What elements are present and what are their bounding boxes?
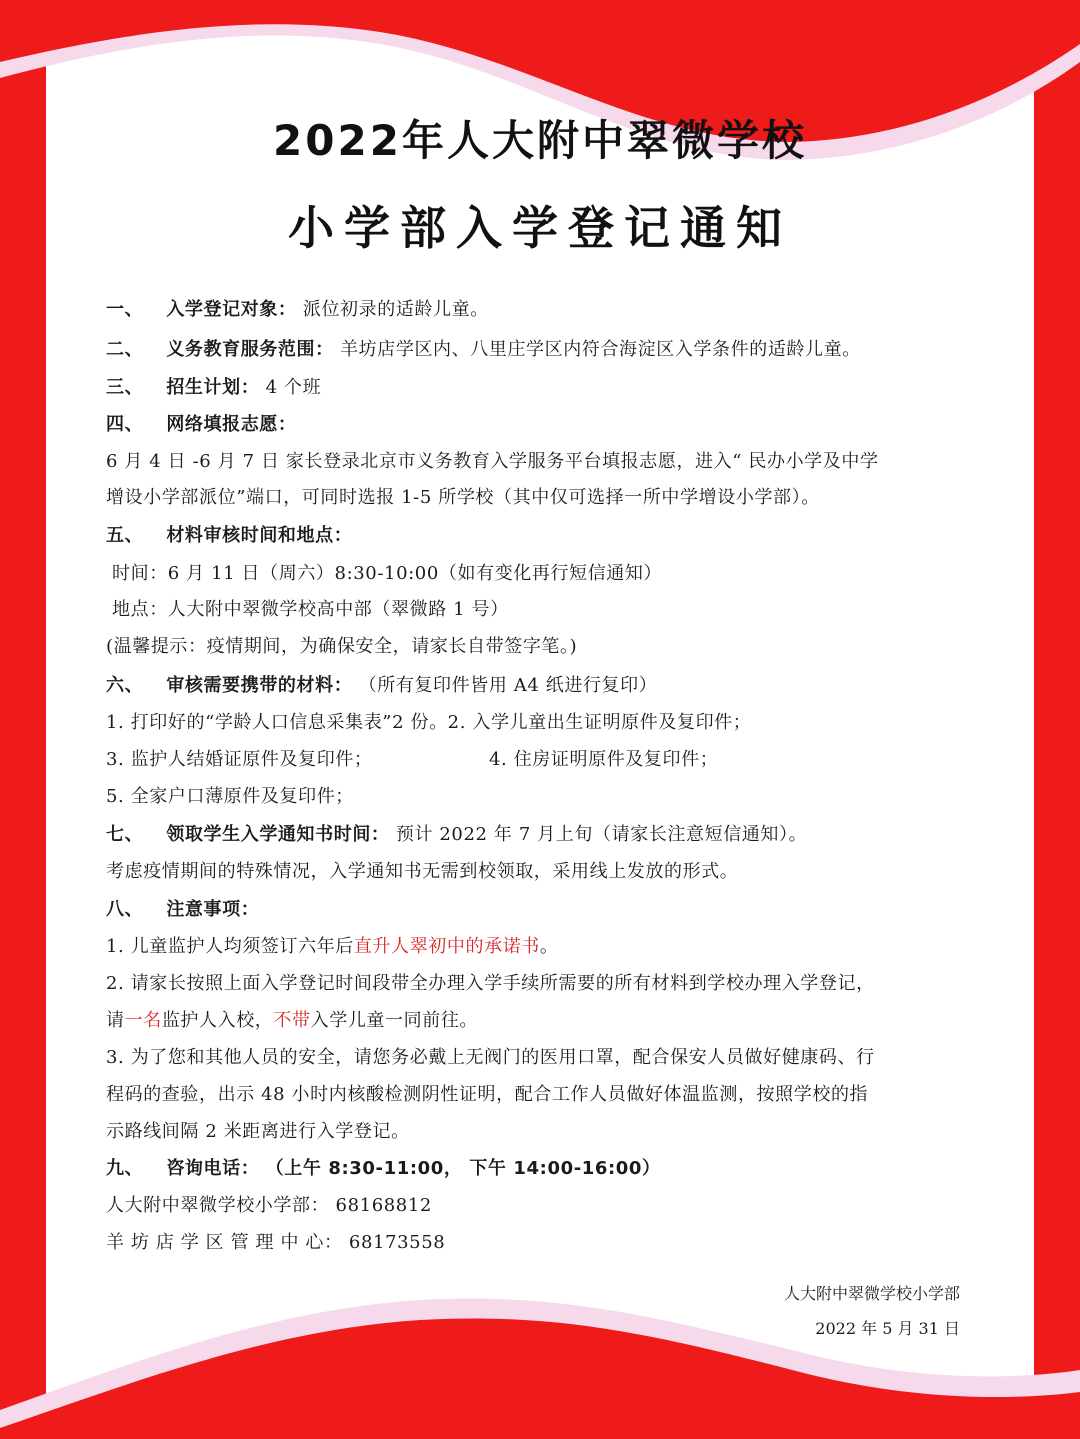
section-2-heading: 义务教育服务范围： (166, 339, 334, 360)
section-3-number: 三、 (106, 377, 144, 398)
section-1 (106, 297, 489, 323)
signature-org: 人大附中翠微学校小学部 (783, 1284, 960, 1303)
section-8 (106, 897, 259, 923)
section-9-heading: 咨询电话： (166, 1158, 260, 1179)
section-3 (106, 375, 321, 401)
section-2 (106, 337, 861, 363)
section-6-item-3: 3. 监护人结婚证原件及复印件； (106, 749, 373, 770)
section-5-place: 地点：人大附中翠微学校高中部（翠微路 1 号） (112, 599, 509, 620)
section-8-note-1 (106, 934, 559, 960)
section-7-text: 预计 2022 年 7 月上旬（请家长注意短信通知）。 (395, 824, 808, 845)
section-6-item-1-2: 1. 打印好的“学龄人口信息采集表”2 份。2. 入学儿童出生证明原件及复印件； (106, 712, 752, 733)
section-4 (106, 412, 297, 438)
section-1-text: 派位初录的适龄儿童。 (302, 299, 489, 320)
note-2-highlight-1: 一名 (124, 1010, 162, 1031)
section-8-number: 八、 (106, 899, 144, 920)
note-2-highlight-2: 不带 (273, 1010, 311, 1031)
section-5-number: 五、 (106, 525, 144, 546)
section-8-note-3-line-3: 示路线间隔 2 米距离进行入学登记。 (106, 1121, 410, 1142)
section-8-heading: 注意事项： (166, 899, 260, 920)
section-1-heading: 入学登记对象： (166, 299, 297, 320)
title-line-1: 2022年人大附中翠微学校 (273, 116, 807, 165)
section-5-time: 时间：6 月 11 日（周六）8:30-10:00（如有变化再行短信通知） (112, 563, 663, 584)
section-6-item-4: 4. 住房证明原件及复印件； (489, 749, 719, 770)
contact-district-center (106, 1230, 445, 1256)
section-4-number: 四、 (106, 414, 144, 435)
section-6-item-5: 5. 全家户口薄原件及复印件； (106, 786, 354, 807)
section-7-paragraph: 考虑疫情期间的特殊情况，入学通知书无需到校领取，采用线上发放的形式。 (106, 861, 739, 882)
section-8-note-3-line-1: 3. 为了您和其他人员的安全，请您务必戴上无阀门的医用口罩，配合保安人员做好健康码、行 (106, 1047, 875, 1068)
section-7 (106, 822, 807, 848)
section-6-text: （所有复印件皆用 A4 纸进行复印） (358, 675, 658, 696)
signature-date: 2022 年 5 月 31 日 (815, 1319, 960, 1338)
section-7-heading: 领取学生入学通知书时间： (166, 824, 390, 845)
note-1-end: 。 (539, 936, 559, 957)
section-4-heading: 网络填报志愿： (166, 414, 297, 435)
section-9-number: 九、 (106, 1158, 144, 1179)
section-5 (106, 523, 352, 549)
section-6-heading: 审核需要携带的材料： (166, 675, 353, 696)
section-2-number: 二、 (106, 339, 144, 360)
section-8-note-2-line-2 (106, 1008, 478, 1034)
section-6 (106, 673, 657, 699)
contact-2-phone: 68173558 (348, 1232, 446, 1253)
title-line-2: 小学部入学登记通知 (288, 201, 792, 255)
section-4-paragraph-2: 增设小学部派位”端口，可同时选报 1-5 所学校（其中仅可选择一所中学增设小学部）。 (106, 487, 820, 508)
section-5-heading: 材料审核时间和地点： (166, 525, 353, 546)
note-1-text: 1. 儿童监护人均须签订六年后 (106, 936, 354, 957)
section-8-note-3-line-2: 程码的查验，出示 48 小时内核酸检测阴性证明，配合工作人员做好体温监测，按照学校的指 (106, 1084, 869, 1105)
section-5-tip: (温馨提示：疫情期间，为确保安全，请家长自带签字笔。) (106, 636, 578, 657)
section-1-number: 一、 (106, 299, 144, 320)
section-9 (106, 1156, 661, 1182)
contact-1-phone: 68168812 (335, 1195, 432, 1216)
section-8-note-2-line-1: 2. 请家长按照上面入学登记时间段带全办理入学手续所需要的所有材料到学校办理入学登记， (106, 973, 875, 994)
section-6-number: 六、 (106, 675, 144, 696)
note-2-part-c: 入学儿童一同前往。 (310, 1010, 479, 1031)
contact-1-label: 人大附中翠微学校小学部： (106, 1195, 330, 1216)
section-7-number: 七、 (106, 824, 144, 845)
section-2-text: 羊坊店学区内、八里庄学区内符合海淀区入学条件的适龄儿童。 (340, 339, 861, 360)
note-2-part-b: 监护人入校， (161, 1010, 274, 1031)
contact-2-label: 羊 坊 店 学 区 管 理 中 心： (106, 1232, 343, 1253)
section-3-text: 4 个班 (265, 377, 322, 398)
section-3-heading: 招生计划： (166, 377, 260, 398)
section-9-hours: （上午 8:30-11:00， 下午 14:00-16:00） (265, 1158, 661, 1179)
note-1-highlight: 直升人翠初中的承诺书 (353, 936, 540, 957)
contact-primary-school (106, 1193, 432, 1219)
note-2-part-a: 请 (106, 1010, 125, 1031)
section-4-paragraph-1: 6 月 4 日 -6 月 7 日 家长登录北京市义务教育入学服务平台填报志愿，进入“ 民办小学及中学 (106, 451, 879, 472)
